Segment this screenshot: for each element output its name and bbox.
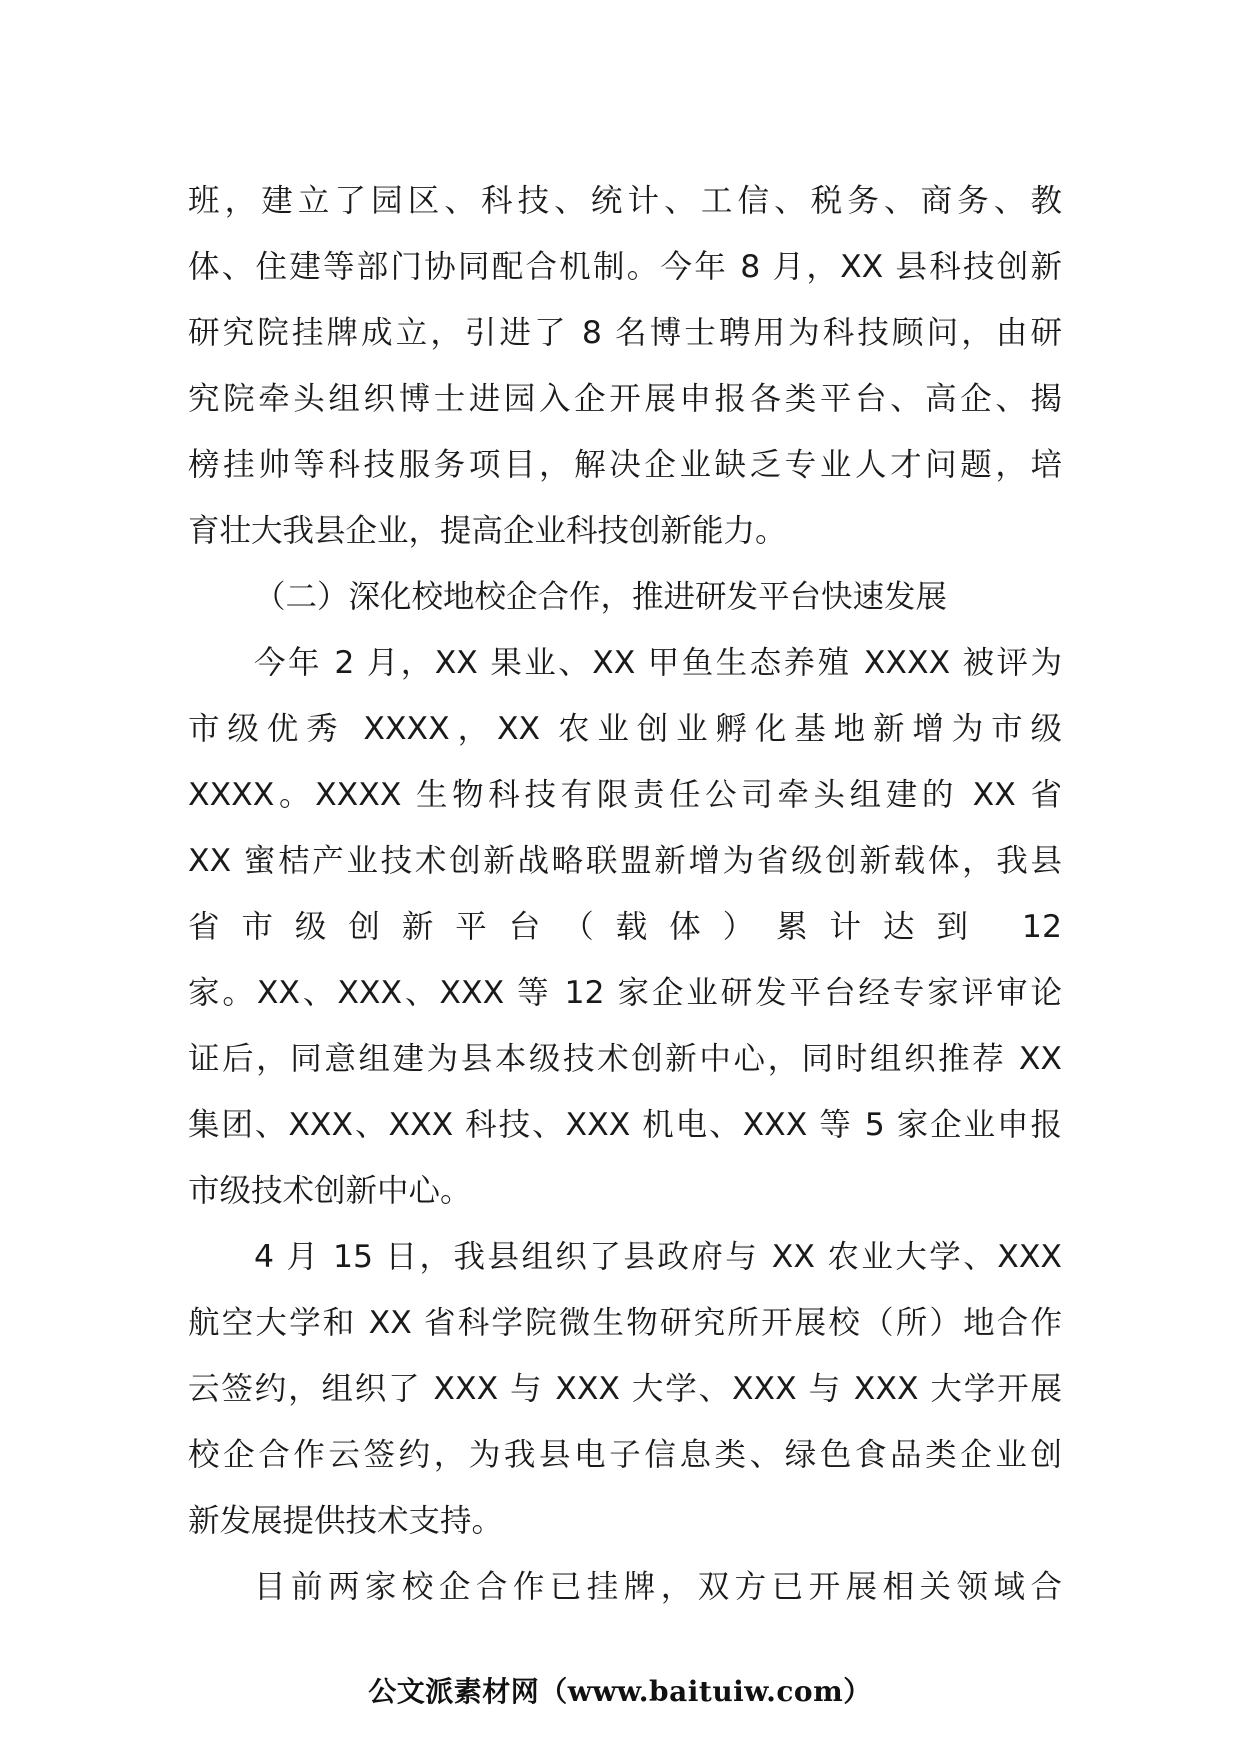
text-line: 研究院挂牌成立，引进了 8 名博士聘用为科技顾问，由研 <box>188 315 1062 351</box>
text-line: XX 蜜桔产业技术创新战略联盟新增为省级创新载体，我县 <box>188 843 1062 879</box>
text-line: 榜挂帅等科技服务项目，解决企业缺乏专业人才问题，培 <box>188 447 1062 483</box>
text-line: 究院牵头组织博士进园入企开展申报各类平台、高企、揭 <box>188 381 1062 417</box>
body-text <box>188 168 1062 1620</box>
text-line: 云签约，组织了 XXX 与 XXX 大学、XXX 与 XXX 大学开展 <box>188 1371 1062 1407</box>
text-line: 市级优秀 XXXX，XX 农业创业孵化基地新增为市级 <box>188 711 1062 747</box>
text-line: 新发展提供技术支持。 <box>188 1503 504 1539</box>
text-line: 省市级创新平台（载体）累计达到 12 <box>188 909 1062 945</box>
text-line: 校企合作云签约，为我县电子信息类、绿色食品类企业创 <box>188 1437 1062 1473</box>
text-line: 航空大学和 XX 省科学院微生物研究所开展校（所）地合作 <box>188 1305 1062 1341</box>
text-line: 市级技术创新中心。 <box>188 1173 472 1209</box>
section-heading: （二）深化校地校企合作，推进研发平台快速发展 <box>254 579 948 615</box>
text-line: 目前两家校企合作已挂牌，双方已开展相关领域合 <box>254 1569 1062 1605</box>
text-line: 体、住建等部门协同配合机制。今年 8 月，XX 县科技创新 <box>188 249 1062 285</box>
text-line: 今年 2 月，XX 果业、XX 甲鱼生态养殖 XXXX 被评为 <box>254 645 1062 681</box>
text-line: 证后，同意组建为县本级技术创新中心，同时组织推荐 XX <box>188 1041 1062 1077</box>
text-line: 育壮大我县企业，提高企业科技创新能力。 <box>188 513 787 549</box>
text-line: XXXX。XXXX 生物科技有限责任公司牵头组建的 XX 省 <box>188 777 1062 813</box>
footer-watermark: 公文派素材网（www.baituiw.com） <box>368 1675 872 1708</box>
text-line: 家。XX、XXX、XXX 等 12 家企业研发平台经专家评审论 <box>188 975 1062 1011</box>
text-line: 集团、XXX、XXX 科技、XXX 机电、XXX 等 5 家企业申报 <box>188 1107 1062 1143</box>
text-line: 4 月 15 日，我县组织了县政府与 XX 农业大学、XXX <box>254 1239 1062 1275</box>
text-line: 班，建立了园区、科技、统计、工信、税务、商务、教 <box>188 183 1062 219</box>
